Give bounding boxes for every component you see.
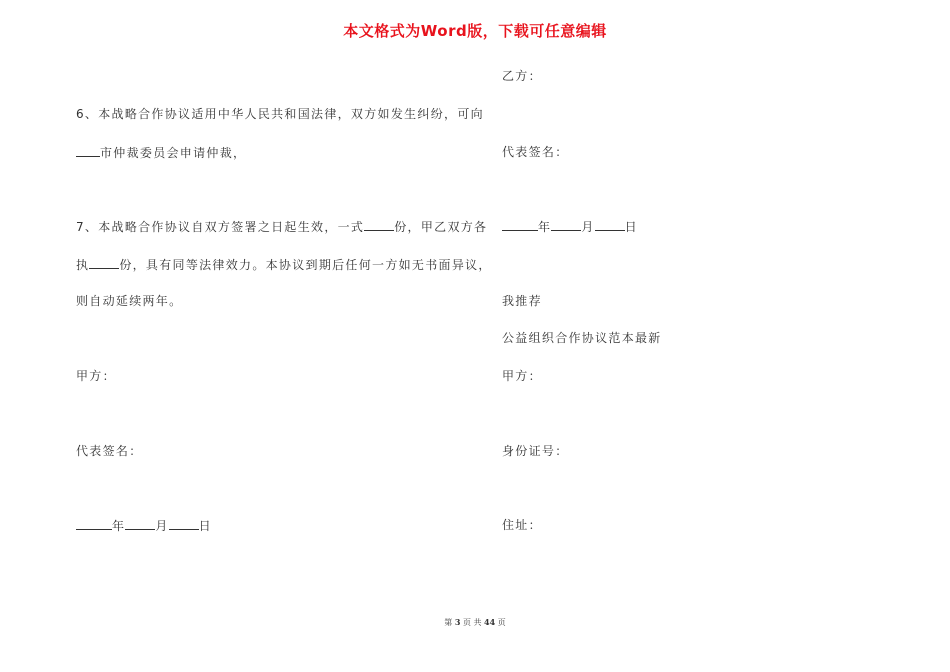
clause-6-line-1: 6、本战略合作协议适用中华人民共和国法律，双方如发生纠纷，可向: [76, 107, 484, 121]
right-rep-sign-label: 代表签名：: [502, 145, 569, 159]
clause-7-line-2: [76, 256, 492, 273]
left-date-month: 月: [155, 519, 169, 533]
right-party-a-label: 甲方：: [502, 369, 542, 383]
clause-7-line-3: 则自动延续两年。: [76, 294, 183, 308]
blank-city: [76, 144, 100, 157]
recommend-label: 我推荐: [502, 294, 542, 308]
footer-page-number: 3: [454, 617, 461, 627]
footer-total-pages: 44: [484, 617, 496, 627]
right-party-b-label: 乙方：: [502, 69, 542, 83]
blank-year: [76, 517, 112, 530]
blank-day: [169, 517, 199, 530]
clause-7-line-1-text-a: 7、本战略合作协议自双方签署之日起生效，一式: [76, 220, 365, 234]
right-date-year: 年: [538, 220, 552, 234]
left-date-year: 年: [112, 519, 126, 533]
clause-7-line-1: [76, 218, 487, 235]
left-party-a-label: 甲方：: [76, 369, 116, 383]
address-label: 住址：: [502, 518, 542, 532]
left-date-day: 日: [198, 519, 212, 533]
left-rep-sign-label: 代表签名：: [76, 444, 143, 458]
blank-year: [502, 218, 538, 231]
blank-day: [595, 218, 625, 231]
right-date-month: 月: [581, 220, 595, 234]
clause-7-line-2-text-b: 份，具有同等法律效力。本协议到期后任何一方如无书面异议，: [119, 258, 492, 272]
recommend-title-link[interactable]: 公益组织合作协议范本最新: [502, 331, 662, 345]
clause-7-line-1-text-b: 份，甲乙双方各: [394, 220, 488, 234]
download-banner: 本文格式为Word版，下载可任意编辑: [343, 22, 607, 40]
footer-suffix: 页: [497, 618, 506, 627]
clause-6-line-2-text: 市仲裁委员会申请仲裁，: [100, 146, 247, 160]
right-date-line: [502, 218, 638, 235]
clause-7-line-2-text-a: 执: [76, 258, 90, 272]
blank-month: [551, 218, 581, 231]
page-footer: [0, 617, 950, 628]
blank-each-copies: [89, 256, 119, 269]
blank-copies: [364, 218, 394, 231]
blank-month: [125, 517, 155, 530]
clause-6-line-2: [76, 144, 246, 161]
id-number-label: 身份证号：: [502, 444, 569, 458]
footer-mid: 页 共: [462, 618, 482, 627]
left-date-line: [76, 517, 212, 534]
footer-prefix: 第: [444, 618, 453, 627]
right-date-day: 日: [624, 220, 638, 234]
